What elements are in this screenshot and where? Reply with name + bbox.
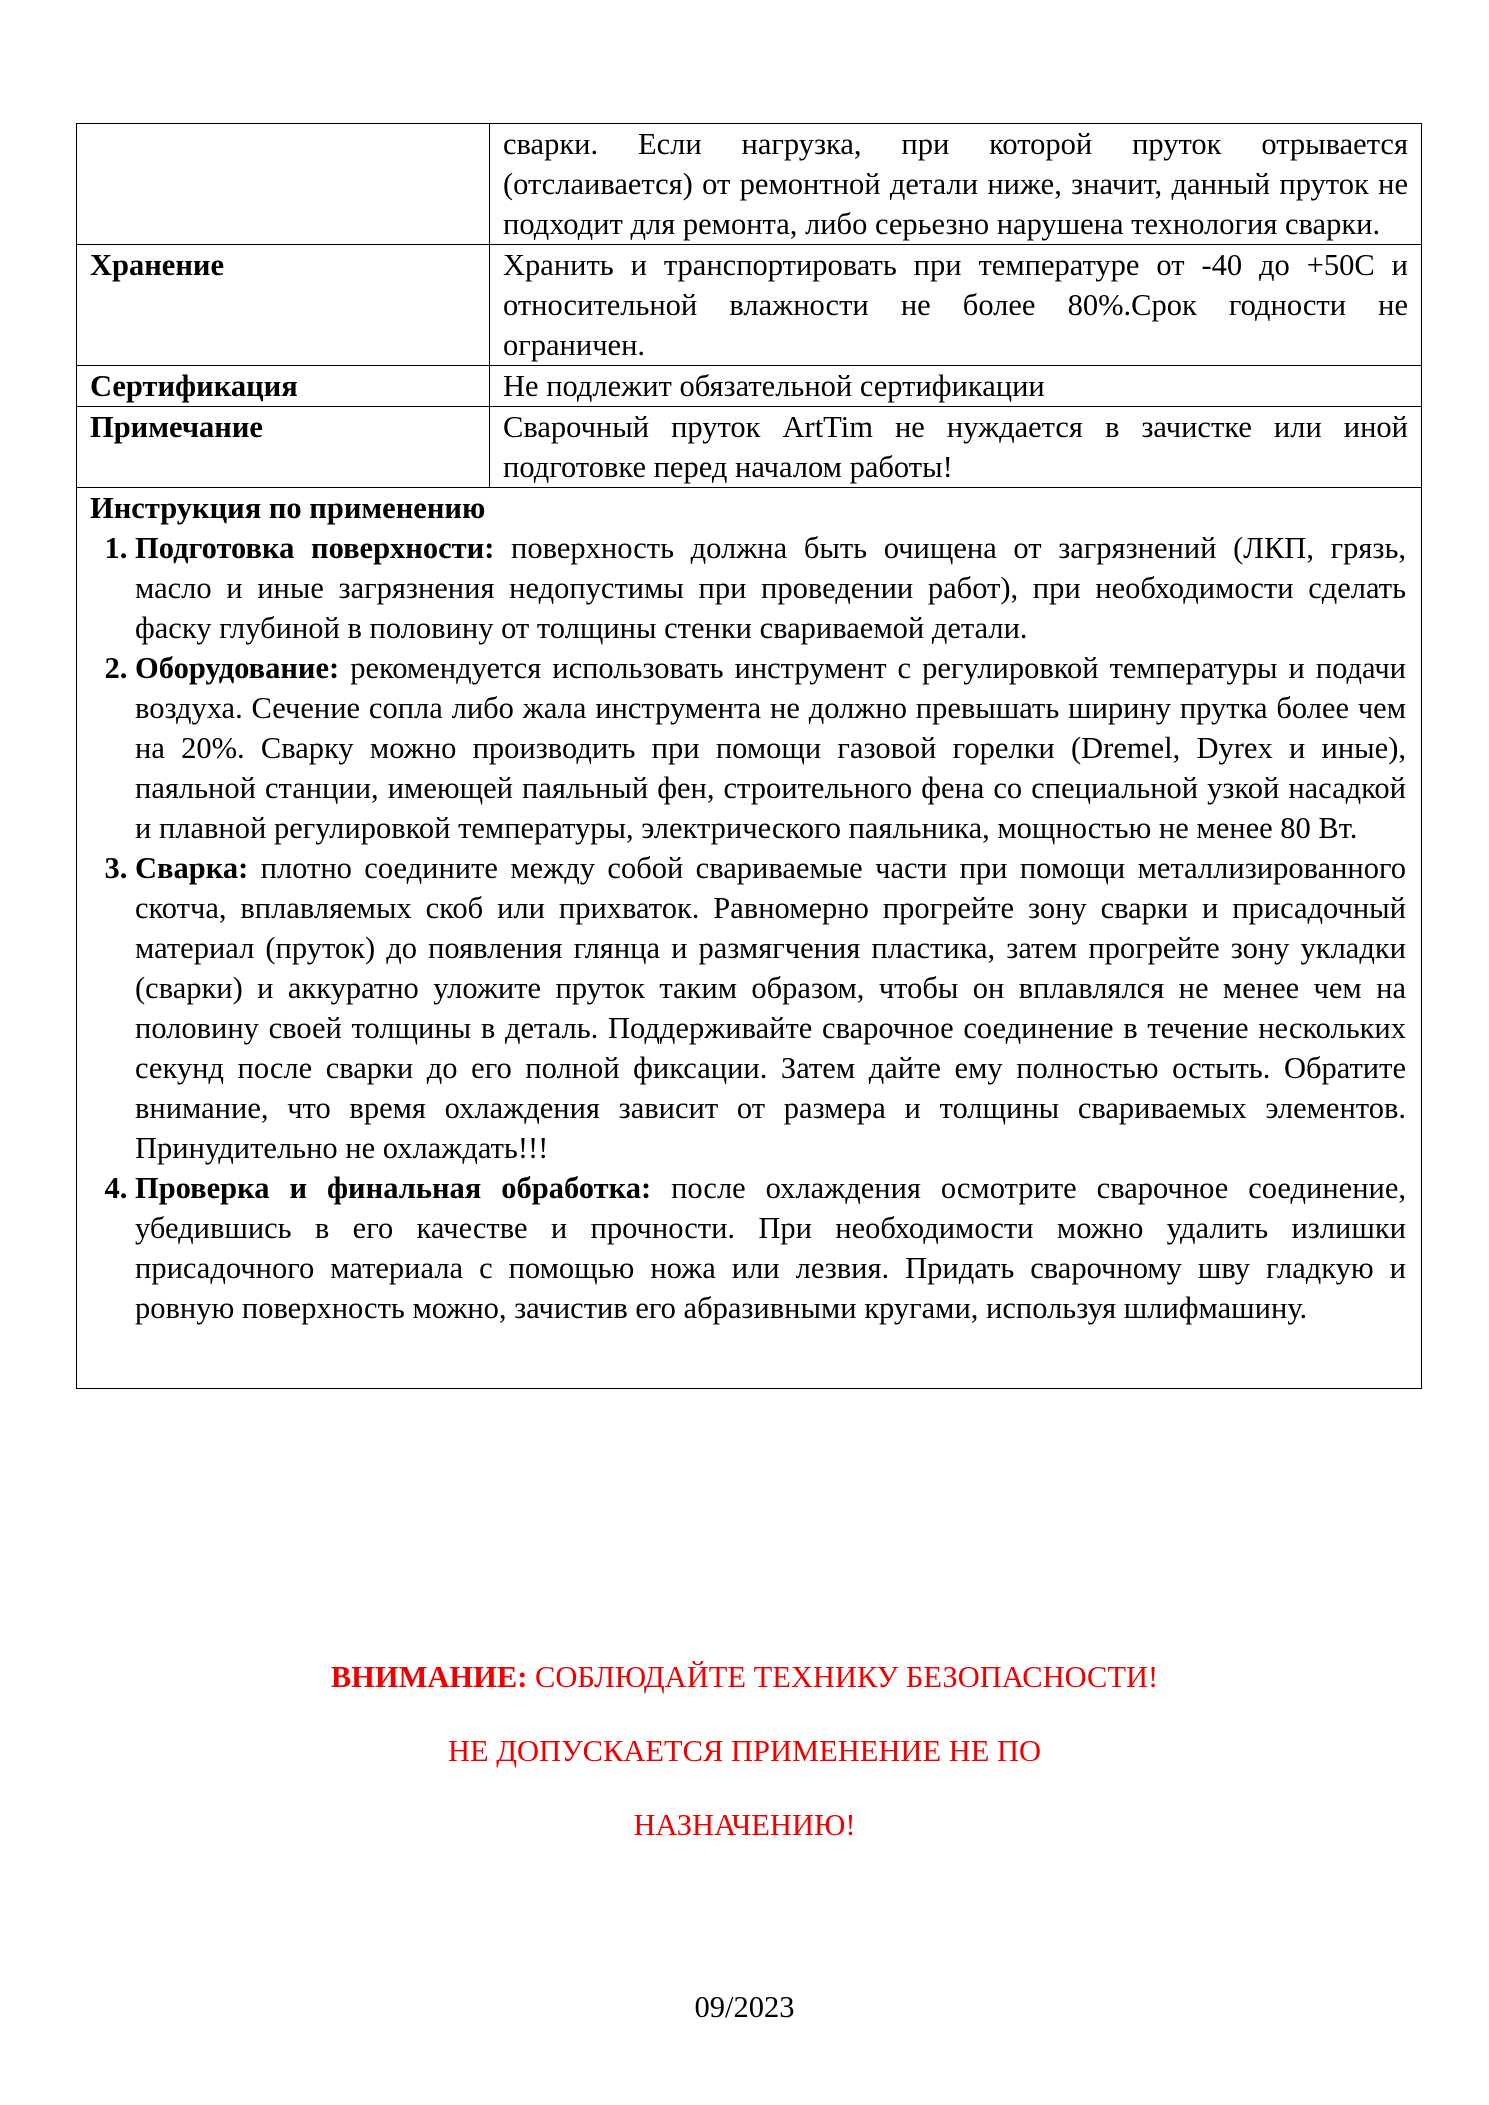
list-item <box>135 1168 1406 1328</box>
empty-label-cell <box>77 124 490 245</box>
row-label: Сертификация <box>77 366 490 407</box>
list-item <box>135 848 1406 1168</box>
step-heading: Оборудование: <box>135 651 340 685</box>
table-row-instructions <box>77 488 1422 1389</box>
specs-table <box>76 123 1422 1389</box>
row-value: Хранить и транспортировать при температуре от -40 до +50С и относительной влажности не более 80%.Срок годности не ограничен. <box>490 245 1422 366</box>
step-text: плотно соедините между собой свариваемые части при помощи металлизированного скотча, вплавляемых скоб или прихваток. Равномерно прогрейте зону сварки и присадочный материал (пруток) до появления глянца и размягчения пластика, затем прогрейте зону укладки (сварки) и аккуратно уложите пруток таким образом, чтобы он вплавлялся не менее чем на половину своей толщины в деталь. Поддерживайте сварочное соединение в течение нескольких секунд после сварки до его полной фиксации. Затем дайте ему полностью остыть. Обратите внимание, что время охлаждения зависит от размера и толщины свариваемых элементов. Принудительно не охлаждать!!! <box>135 851 1406 1165</box>
step-heading: Проверка и финальная обработка: <box>135 1171 652 1205</box>
warning-label: ВНИМАНИЕ: <box>330 1660 528 1694</box>
row-value: Сварочный пруток ArtTim не нуждается в зачистке или иной подготовке перед началом работы! <box>490 407 1422 488</box>
list-item <box>135 528 1406 648</box>
warning-line-1 <box>0 1657 1489 1697</box>
instructions-title: Инструкция по применению <box>90 491 486 525</box>
step-heading: Подготовка поверхности: <box>135 531 495 565</box>
warning-line-2: НЕ ДОПУСКАЕТСЯ ПРИМЕНЕНИЕ НЕ ПО <box>447 1734 1042 1768</box>
footer-date: 09/2023 <box>694 1990 795 2024</box>
table-row-storage <box>77 245 1422 366</box>
table-row-note <box>77 407 1422 488</box>
row-label: Хранение <box>77 245 490 366</box>
step-text: поверхность должна быть очищена от загрязнений (ЛКП, грязь, масло и иные загрязнения недопустимы при проведении работ), при необходимости сделать фаску глубиной в половину от толщины стенки свариваемой детали. <box>135 531 1406 645</box>
row-value: Не подлежит обязательной сертификации <box>490 366 1422 407</box>
table-row-certification <box>77 366 1422 407</box>
instructions-cell <box>77 488 1422 1389</box>
step-text: после охлаждения осмотрите сварочное соединение, убедившись в его качестве и прочности. При необходимости можно удалить излишки присадочного материала с помощью ножа или лезвия. Придать сварочному шву гладкую и ровную поверхность можно, зачистив его абразивными кругами, используя шлифмашину. <box>135 1171 1406 1325</box>
list-item <box>135 648 1406 848</box>
row-label: Примечание <box>77 407 490 488</box>
table-row <box>77 124 1422 245</box>
step-text: рекомендуется использовать инструмент с регулировкой температуры и подачи воздуха. Сечение сопла либо жала инструмента не должно превышать ширину прутка более чем на 20%. Сварку можно производить при помощи газовой горелки (Dremel, Dyrex и иные), паяльной станции, имеющей паяльный фен, строительного фена со специальной узкой насадкой и плавной регулировкой температуры, электрического паяльника, мощностью не менее 80 Вт. <box>135 651 1406 845</box>
step-heading: Сварка: <box>135 851 249 885</box>
warning-line-3: НАЗНАЧЕНИЮ! <box>633 1808 856 1842</box>
instructions-list <box>90 528 1406 1328</box>
continuation-text: сварки. Если нагрузка, при которой пруток отрывается (отслаивается) от ремонтной детали ниже, значит, данный пруток не подходит для ремонта, либо серьезно нарушена технология сварки. <box>490 124 1422 245</box>
warning-text-1: СОБЛЮДАЙТЕ ТЕХНИКУ БЕЗОПАСНОСТИ! <box>527 1660 1159 1694</box>
